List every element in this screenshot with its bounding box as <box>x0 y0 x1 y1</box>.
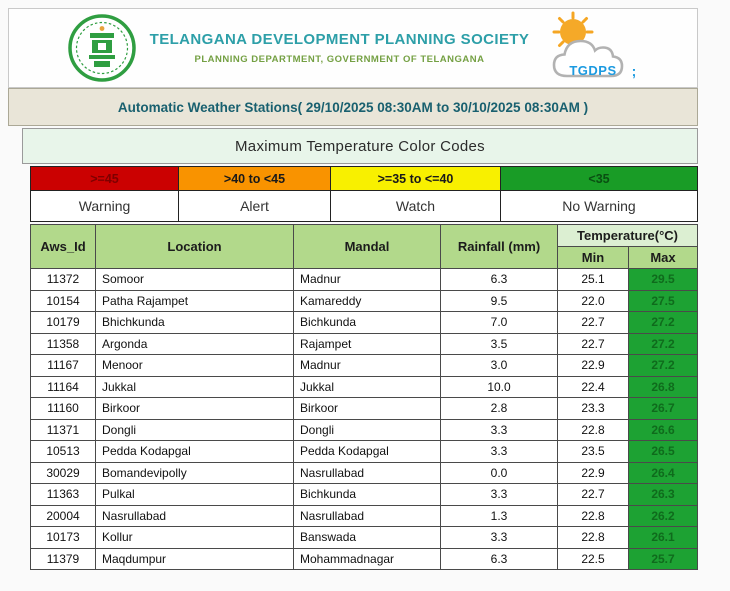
aws-table-body <box>31 269 698 570</box>
min-temp-cell: 22.8 <box>558 527 629 549</box>
mandal-cell: Nasrullabad <box>294 462 441 484</box>
min-temp-cell: 22.8 <box>558 505 629 527</box>
col-header-location: Location <box>96 225 294 269</box>
max-temp-cell: 26.2 <box>629 505 698 527</box>
color-codes-title-bar <box>22 128 698 164</box>
rainfall-cell: 9.5 <box>441 290 558 312</box>
org-subtitle: PLANNING DEPARTMENT, GOVERNMENT OF TELANGANA <box>194 54 485 65</box>
table-row <box>31 484 698 506</box>
table-row <box>31 462 698 484</box>
aws-id-cell: 11379 <box>31 548 96 570</box>
table-row <box>31 376 698 398</box>
col-header-min: Min <box>558 247 629 269</box>
location-cell: Kollur <box>96 527 294 549</box>
max-temp-cell: 26.7 <box>629 398 698 420</box>
org-title: TELANGANA DEVELOPMENT PLANNING SOCIETY <box>149 31 530 48</box>
max-temp-cell: 27.2 <box>629 312 698 334</box>
max-temp-cell: 26.6 <box>629 419 698 441</box>
mandal-cell: Madnur <box>294 269 441 291</box>
min-temp-cell: 22.8 <box>558 419 629 441</box>
col-header-rainfall: Rainfall (mm) <box>441 225 558 269</box>
aws-id-cell: 30029 <box>31 462 96 484</box>
min-temp-cell: 22.5 <box>558 548 629 570</box>
location-cell: Pulkal <box>96 484 294 506</box>
legend-label-watch: Watch <box>331 191 501 222</box>
rainfall-cell: 6.3 <box>441 548 558 570</box>
color-codes-title: Maximum Temperature Color Codes <box>235 137 485 155</box>
max-temp-cell: 27.5 <box>629 290 698 312</box>
aws-id-cell: 10173 <box>31 527 96 549</box>
col-header-mandal: Mandal <box>294 225 441 269</box>
legend-label-row <box>31 191 698 222</box>
max-temp-cell: 27.2 <box>629 355 698 377</box>
rainfall-cell: 3.0 <box>441 355 558 377</box>
max-temp-cell: 29.5 <box>629 269 698 291</box>
location-cell: Maqdumpur <box>96 548 294 570</box>
table-row <box>31 312 698 334</box>
location-cell: Argonda <box>96 333 294 355</box>
table-row <box>31 505 698 527</box>
min-temp-cell: 22.0 <box>558 290 629 312</box>
rainfall-cell: 3.3 <box>441 527 558 549</box>
aws-id-cell: 11372 <box>31 269 96 291</box>
mandal-cell: Kamareddy <box>294 290 441 312</box>
table-row <box>31 398 698 420</box>
max-temp-cell: 27.2 <box>629 333 698 355</box>
mandal-cell: Mohammadnagar <box>294 548 441 570</box>
location-cell: Nasrullabad <box>96 505 294 527</box>
mandal-cell: Pedda Kodapgal <box>294 441 441 463</box>
table-row <box>31 355 698 377</box>
max-temp-cell: 26.5 <box>629 441 698 463</box>
date-range-text: Automatic Weather Stations( 29/10/2025 08:30AM to 30/10/2025 08:30AM ) <box>117 99 589 115</box>
col-header-aws-id: Aws_Id <box>31 225 96 269</box>
rainfall-cell: 6.3 <box>441 269 558 291</box>
location-cell: Jukkal <box>96 376 294 398</box>
legend-label-alert: Alert <box>179 191 331 222</box>
location-cell: Pedda Kodapgal <box>96 441 294 463</box>
max-temp-cell: 25.7 <box>629 548 698 570</box>
aws-id-cell: 11363 <box>31 484 96 506</box>
table-row <box>31 333 698 355</box>
legend-label-warning: Warning <box>31 191 179 222</box>
min-temp-cell: 22.7 <box>558 312 629 334</box>
table-row <box>31 527 698 549</box>
table-row <box>31 290 698 312</box>
mandal-cell: Nasrullabad <box>294 505 441 527</box>
table-row <box>31 419 698 441</box>
location-cell: Somoor <box>96 269 294 291</box>
location-cell: Bomandevipolly <box>96 462 294 484</box>
rainfall-cell: 10.0 <box>441 376 558 398</box>
aws-id-cell: 10154 <box>31 290 96 312</box>
aws-id-cell: 20004 <box>31 505 96 527</box>
mandal-cell: Banswada <box>294 527 441 549</box>
col-header-max: Max <box>629 247 698 269</box>
title-block <box>150 31 530 65</box>
date-range-bar <box>8 88 698 126</box>
col-header-temperature-group: Temperature(°C) <box>558 225 698 247</box>
color-code-legend <box>30 166 698 222</box>
min-temp-cell: 23.5 <box>558 441 629 463</box>
location-cell: Menoor <box>96 355 294 377</box>
mandal-cell: Bichkunda <box>294 484 441 506</box>
aws-id-cell: 10179 <box>31 312 96 334</box>
rainfall-cell: 3.3 <box>441 419 558 441</box>
mandal-cell: Rajampet <box>294 333 441 355</box>
rainfall-cell: 2.8 <box>441 398 558 420</box>
aws-id-cell: 11164 <box>31 376 96 398</box>
mandal-cell: Jukkal <box>294 376 441 398</box>
rainfall-cell: 3.3 <box>441 484 558 506</box>
mandal-cell: Dongli <box>294 419 441 441</box>
table-row <box>31 441 698 463</box>
location-cell: Bhichkunda <box>96 312 294 334</box>
legend-range-watch: >=35 to <=40 <box>331 167 501 191</box>
legend-label-no-warning: No Warning <box>501 191 698 222</box>
max-temp-cell: 26.3 <box>629 484 698 506</box>
table-row <box>31 269 698 291</box>
header <box>8 8 698 88</box>
min-temp-cell: 25.1 <box>558 269 629 291</box>
table-row <box>31 548 698 570</box>
sun-behind-cloud-icon <box>543 10 638 86</box>
min-temp-cell: 22.7 <box>558 484 629 506</box>
mandal-cell: Bichkunda <box>294 312 441 334</box>
max-temp-cell: 26.1 <box>629 527 698 549</box>
aws-id-cell: 10513 <box>31 441 96 463</box>
aws-id-cell: 11160 <box>31 398 96 420</box>
min-temp-cell: 23.3 <box>558 398 629 420</box>
telangana-govt-seal-icon <box>68 14 136 82</box>
mandal-cell: Birkoor <box>294 398 441 420</box>
min-temp-cell: 22.4 <box>558 376 629 398</box>
aws-id-cell: 11167 <box>31 355 96 377</box>
rainfall-cell: 3.3 <box>441 441 558 463</box>
tgdps-brand-label: TGDPS <box>569 63 617 78</box>
aws-data-table <box>30 224 698 570</box>
legend-range-no-warning: <35 <box>501 167 698 191</box>
raindrop-icon: ; <box>631 63 637 79</box>
rainfall-cell: 7.0 <box>441 312 558 334</box>
max-temp-cell: 26.8 <box>629 376 698 398</box>
legend-range-alert: >40 to <45 <box>179 167 331 191</box>
min-temp-cell: 22.9 <box>558 355 629 377</box>
aws-id-cell: 11371 <box>31 419 96 441</box>
min-temp-cell: 22.7 <box>558 333 629 355</box>
location-cell: Birkoor <box>96 398 294 420</box>
location-cell: Patha Rajampet <box>96 290 294 312</box>
mandal-cell: Madnur <box>294 355 441 377</box>
location-cell: Dongli <box>96 419 294 441</box>
legend-range-row <box>31 167 698 191</box>
aws-table-header <box>31 225 698 269</box>
rainfall-cell: 3.5 <box>441 333 558 355</box>
rainfall-cell: 0.0 <box>441 462 558 484</box>
min-temp-cell: 22.9 <box>558 462 629 484</box>
rainfall-cell: 1.3 <box>441 505 558 527</box>
max-temp-cell: 26.4 <box>629 462 698 484</box>
legend-range-warning: >=45 <box>31 167 179 191</box>
aws-id-cell: 11358 <box>31 333 96 355</box>
